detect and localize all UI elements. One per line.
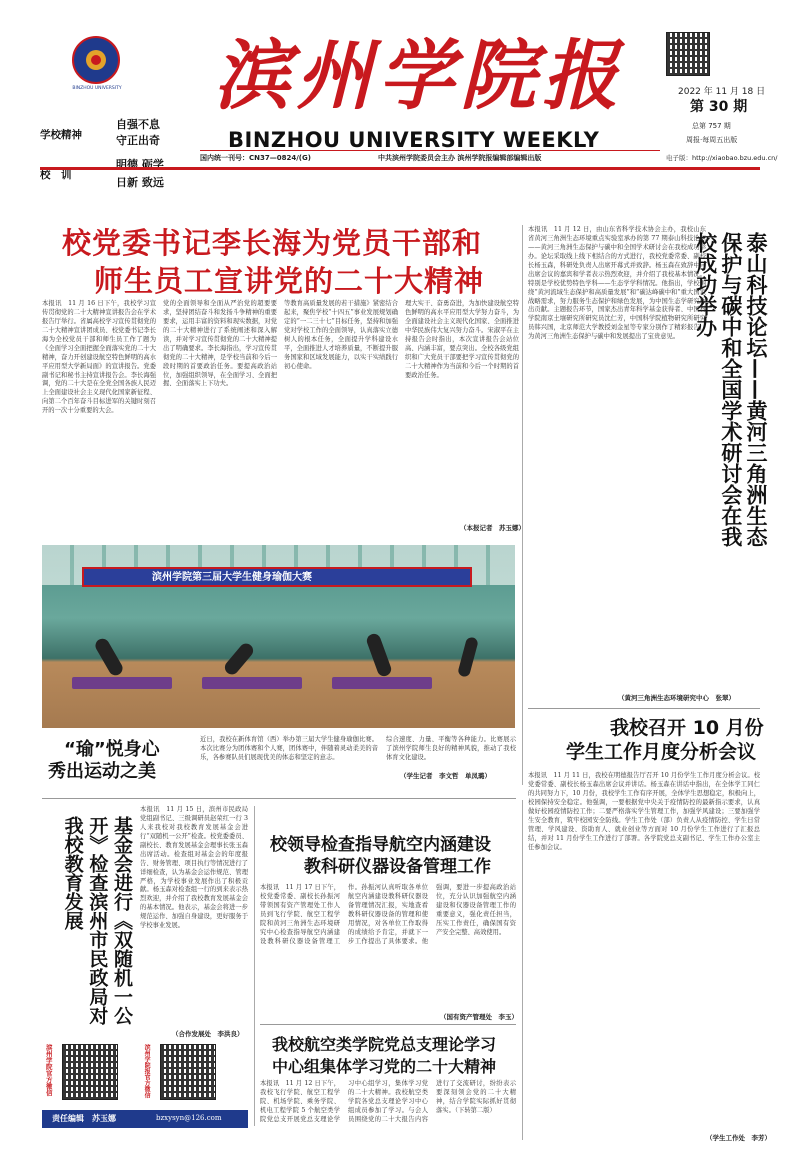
e-edition: 电子版：http://xiaobao.bzu.edu.cn/ — [666, 154, 778, 162]
photo-headline-line2: 秀出运动之美 — [48, 761, 156, 782]
lead-col-1: 本报讯 11 月 16 日下午，我校学习宣传贯彻党的二十大精神宣讲报告会在学术报告厅举行。省属高校学习宣传贯彻党的二十大精神宣讲团成员、校党委书记李长海为全校党员干部和师生员工作了题为《全面学习全面把握全面落实党的二十大精神，奋力开创建设航空特色鲜明的高水平应用型大学新局面》的宣讲报告。党委副书记和秘书主持宣讲报告会。李长海强调，党的二十大是在全党全国各族人民迈上全面建设社会主义现代化国家新征程、向第二个百年奋斗目标进军的关键时刻召开的一次十分重要的大会。 — [42, 300, 156, 415]
issue-number: 第 30 期 — [690, 99, 748, 115]
right-bottom-headline-line2: 学生工作月度分析会议 — [566, 741, 757, 763]
mid-bottom1-body: 本报讯 11 月 17 日下午，校党委常委、副校长孙振河带领国有资产管理处工作人员到飞行学院、航空工程学院和黄河三角洲生态环境研究中心检查指导航空内涵建设教科研仪器设备管理工作。孙振河认真听取各单位航空内涵建设教科研仪器设备管理情况汇报，实地查看教科研仪器设备的管理和使用情况，对各单位工作取得的成绩给予肯定，并就下一步工作提出了具体要求。他强调，要进一步提高政治站位，充分认识加强航空内涵建设和仪器设备管理工作的重要意义，强化责任担当，压实工作责任，确保国有资产安全完整、高效使用。 — [260, 884, 516, 945]
yoga-photo — [42, 545, 515, 728]
right-bottom-headline-line1: 我校召开 10 月份 — [610, 717, 764, 739]
lead-col-4: 理大实干、奋勇奋进，为加快建设航空特色鲜明的高水平应用型大学努力奋斗，为全面建设社会主义现代化国家、全面推进中华民族伟大复兴努力奋斗。宋淑平在主持报告会时指出，本次宣讲报告会站位高、内涵丰富，要点突出。全校各级党组织和广大党员干部要把学习宣传贯彻党的二十大精神作为当前和今后一个时期的首要政治任务。 — [405, 300, 519, 379]
lead-headline-line1: 校党委书记李长海为党员干部和 — [62, 226, 483, 260]
qr1-label: 滨州学院官方微信 — [44, 1044, 53, 1096]
xun-line2: 日新 致远 — [116, 176, 164, 189]
mid-bottom2-headline-line2: 中心组集体学习党的二十大精神 — [272, 1057, 497, 1076]
motto-line1: 自强不息 — [116, 118, 160, 131]
official-wechat-qr — [62, 1044, 118, 1100]
issn: 国内统一刊号：CN37—0824/(G) — [200, 154, 311, 162]
newspaper-wechat-qr — [160, 1044, 216, 1100]
right-top-headline: 泰山科技论坛——黄河三角洲生态保护与碳中和全国学术研讨会在我校成功举办 — [693, 232, 768, 547]
right-top-byline: （黄河三角洲生态环境研究中心 张翠） — [618, 694, 735, 702]
lead-headline-line2: 师生员工宣讲党的二十大精神 — [94, 264, 485, 298]
sponsor: 中共滨州学院委员会主办 滨州学院报编辑部编辑出版 — [378, 154, 542, 162]
lead-byline: （本报记者 苏玉娜） — [460, 524, 525, 532]
right-bottom-body: 本报讯 11 月 11 日，我校在明德报告厅召开 10 月份学生工作月度分析会议。校党委常委、副校长杨玉森出席会议并讲话。杨玉森在讲话中指出，在全体学工同仁的共同努力下，10 月份，我校学生工作有序开展，全体学生思想稳定，积极向上，校园保持安全稳定。他强调，一要根据党中央关于疫情防控的最新指示要求，认真做好校园疫情防控工作；二要严格落实学生管理工作，加强学风建设；三要加强学生安全教育，筑牢校园安全防线。学生工作处（部）负责人从疫情防控、学生日常管理、学风建设、资助育人、就业创业等方面对 10 月份学生工作进行了汇报总结，并对 11 月份学生工作进行了部署。各学院党总支副书记、学生工作办公室主任参加会议。 — [528, 772, 760, 851]
schedule: 周报·每周五出版 — [686, 136, 738, 144]
masthead-qr-code — [666, 32, 710, 76]
masthead-title: 滨州学院报 — [214, 31, 624, 120]
left-bottom-headline: 基金会进行《双随机一公开》检查滨州市民政局对我校教育发展 — [61, 816, 133, 1025]
photo-caption-1: 近日，我校在新体育馆（西）举办第三届大学生健身瑜伽比赛。本次比赛分为团体赛和个人赛，团体赛中，伴随着灵动柔美的音乐，各参赛队员们展现优美的体态和坚定的意志。 — [200, 736, 378, 761]
left-bottom-body: 本报讯 11 月 15 日，滨州市民政局党组副书记、三级调研员赵荣红一行 3 人来我校对我校教育发展基金会进行“双随机一公开”检查。校党委委员、副校长、教育发展基金会理事长张玉森出席活动。检查组对基金会的年度报告、财务管理、项目执行等情况进行了详细检查，认为基金会运作规范、管理严格，为学校事业发展作出了积极贡献。杨玉森对检查组一行的到来表示热烈欢迎，并介绍了我校教育发展基金会的基本情况。他表示，基金会将进一步规范运作、加强自身建设，更好服务于学校事业发展。 — [140, 806, 248, 930]
logo-text: BINZHOU UNIVERSITY — [72, 86, 122, 91]
right-top-body-lower — [528, 570, 760, 670]
photo-byline: （学生记者 李文哲 单凤璐） — [400, 772, 491, 780]
mid-bottom1-byline: （国有资产管理处 李玉） — [440, 1013, 518, 1021]
motto-label: 学校精神 — [40, 129, 82, 141]
mid-bottom2-body: 本报讯 11 月 12 日下午，我校飞行学院、航空工程学院、机场学院、乘务学院、机电工程学院 5 个航空类学院党总支开展党总支理论学习中心组学习，集体学习党的二十大精神。我校航空类学院各党总支理论学习中心组成员参加了学习。与会人员围绕党的二十大报告内容进行了交流研讨，纷纷表示要深刻领会党的二十大精神，结合学院实际抓好贯彻落实。（下转第二版） — [260, 1080, 516, 1123]
photo-headline-line1: “瑜”悦身心 — [64, 739, 160, 760]
right-bottom-byline: （学生工作处 李芳） — [706, 1134, 771, 1142]
issue-date: 2022 年 11 月 18 日 — [678, 87, 766, 97]
photo-caption-2: 综合速度、力量、平衡等各种能力。比赛展示了滨州学院师生良好的精神风貌，推动了我校体育文化建设。 — [386, 736, 516, 761]
mid-bottom1-headline-line1: 校领导检查指导航空内涵建设 — [270, 835, 491, 855]
xun-line1: 明德 砺学 — [116, 158, 164, 171]
editor-name: 责任编辑 苏玉娜 — [52, 1113, 116, 1123]
yoga-banner: 滨州学院第三届大学生健身瑜伽大赛 — [152, 572, 312, 583]
lead-col-3: 等教育高质量发展的若干措施》紧密结合起来，聚焦学校“十四五”事业发展规划确定的“一二三十七”目标任务，坚持和加强党对学校工作的全面领导，认真落实立德树人的根本任务，全面提升学科建设水平，全面推进人才培养质量，不断提升服务国家和区域发展能力，以实干实绩践行初心使命。 — [284, 300, 398, 370]
left-bottom-byline: （合作发展处 李洪良） — [172, 1030, 244, 1038]
right-top-body: 本报讯 11 月 12 日，由山东省科学技术协会主办，我校山东省黄河三角洲生态环境重点实验室承办的第 77 期泰山科技论坛——黄河三角洲生态保护与碳中和全国学术研讨会在我校成功举办。论坛采取线上线下相结合的方式进行，我校党委常委、副校长杨玉森，科研处负责人出席开幕式并致辞。杨玉森在致辞中向出席会议的嘉宾和学者表示热烈欢迎，并介绍了我校基本情况。特别是学校优势特色学科——生态学学科情况。他指出，学校围绕“黄河流域生态保护和高质量发展”和“碳达峰碳中和”重大国家战略需求，努力服务生态保护和绿色发展，为中国生态学研究作出贡献。主题报告环节，国家杰出青年科学基金获得者、中国科学院南京土壤研究所研究员沈仁芳，中国科学院植物研究所研究员韩兴国，北京师范大学教授刘金星等专家分别作了精彩报告，为黄河三角洲生态保护与碳中和发展提出了宝贵意见。 — [528, 226, 706, 341]
qr2-label: 滨州学院报官方微信 — [143, 1044, 151, 1098]
mid-bottom1-headline-line2: 教科研仪器设备管理工作 — [304, 857, 491, 877]
xun-label: 校 训 — [40, 169, 72, 181]
logo — [72, 36, 120, 84]
editor-email: bzxysyn@126.com — [156, 1114, 222, 1122]
masthead-subtitle: BINZHOU UNIVERSITY WEEKLY — [228, 128, 600, 152]
total-issue: 总第 757 期 — [692, 122, 731, 130]
mid-bottom2-headline-line1: 我校航空类学院党总支理论学习 — [272, 1035, 497, 1054]
motto-line2: 守正出奇 — [116, 134, 160, 147]
lead-col-2: 党的全面领导和全面从严治党的超要要求，坚持团结奋斗和发扬斗争精神的重要要求，运用丰富的资料和现实数据，对党的二十大精神进行了系统阐述和深入解读，并对学习宣传贯彻党的二十大精神提出了明确要求。李长海指出，学习宣传贯彻党的二十大精神，是学校当前和今后一段时期的首要政治任务。要提高政治站位，加强组织领导，在全面学习、全面把握、全面落实上下功夫。 — [163, 300, 277, 388]
